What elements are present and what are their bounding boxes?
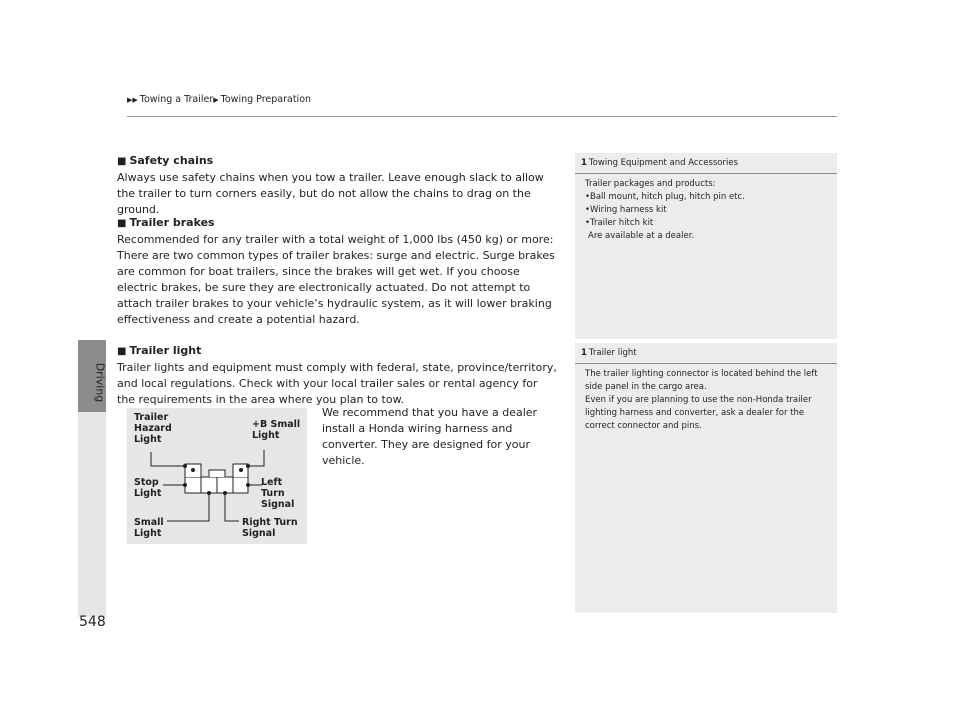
note-paragraph: The trailer lighting connector is located behind the left side panel in the cargo area.: [585, 369, 818, 392]
side-tab-strip: [78, 412, 106, 617]
breadcrumb-page: Towing Preparation: [220, 94, 312, 105]
square-bullet-icon: ■: [117, 156, 127, 167]
note-trailer-light: [575, 343, 837, 613]
note-title-text: Towing Equipment and Accessories: [588, 158, 739, 168]
note-paragraph: Even if you are planning to use the non-Honda trailer lighting harness and converter, ask a dealer for the correct connector and pins.: [585, 395, 812, 431]
label-trailer-hazard-light: Trailer Hazard Light: [134, 412, 172, 445]
note-number: 1: [581, 158, 587, 168]
label-small-light: Small Light: [134, 517, 164, 539]
note-title-text: Trailer light: [588, 348, 637, 358]
section-trailer-light: [117, 343, 557, 408]
note-bullet: •Ball mount, hitch plug, hitch pin etc.: [585, 192, 745, 202]
note-towing-equipment: [575, 153, 837, 339]
section-heading: [117, 153, 557, 170]
breadcrumb-separator-icon: ▶: [213, 96, 219, 104]
wiring-diagram: [127, 408, 307, 544]
square-bullet-icon: ■: [117, 218, 127, 229]
note-outro: Are available at a dealer.: [588, 231, 695, 241]
side-tab-label: Driving: [93, 362, 107, 403]
safety-chains-heading: Safety chains: [129, 154, 214, 167]
note-bullet: •Trailer hitch kit: [585, 218, 654, 228]
trailer-brakes-heading: Trailer brakes: [129, 216, 215, 229]
label-right-turn-signal: Right Turn Signal: [242, 517, 298, 539]
page-number: 548: [79, 614, 106, 630]
section-heading: [117, 343, 557, 360]
section-heading: [117, 215, 557, 232]
section-safety-chains: [117, 153, 557, 218]
header-rule: [127, 116, 837, 117]
breadcrumb-arrow-icon: ▶▶: [127, 96, 138, 104]
breadcrumb-section[interactable]: Towing a Trailer: [139, 94, 214, 105]
note-title: [575, 343, 837, 364]
breadcrumb: [127, 94, 311, 105]
note-intro: Trailer packages and products:: [585, 179, 716, 189]
trailer-light-heading: Trailer light: [129, 344, 202, 357]
trailer-brakes-text: Recommended for any trailer with a total weight of 1,000 lbs (450 kg) or more: There are two common types of trailer brakes: surge and electric. Surge brakes are common for boat trailers, since the brakes will get wet. If you choose electric brakes, be sure they are electronically actuated. Do not attempt to attach trailer brakes to your vehicle’s hydraulic system, as it will lower braking effectiveness and create a potential hazard.: [117, 233, 555, 326]
note-title: [575, 153, 837, 174]
note-number: 1: [581, 348, 587, 358]
label-b-small-light: +B Small Light: [252, 419, 301, 441]
section-trailer-brakes: [117, 215, 557, 328]
trailer-light-recommendation: We recommend that you have a dealer install a Honda wiring harness and converter. They are designed for your vehicle.: [322, 406, 538, 467]
label-left-turn-signal: Left Turn Signal: [261, 477, 295, 510]
label-stop-light: Stop Light: [134, 477, 162, 499]
trailer-light-text: Trailer lights and equipment must comply with federal, state, province/territory, and local regulations. Check with your local trailer sales or rental agency for the requirements in the area where you plan to tow.: [117, 361, 557, 406]
note-bullet: •Wiring harness kit: [585, 205, 667, 215]
safety-chains-text: Always use safety chains when you tow a trailer. Leave enough slack to allow the trailer to turn corners easily, but do not allow the chains to drag on the ground.: [117, 171, 544, 216]
square-bullet-icon: ■: [117, 346, 127, 357]
